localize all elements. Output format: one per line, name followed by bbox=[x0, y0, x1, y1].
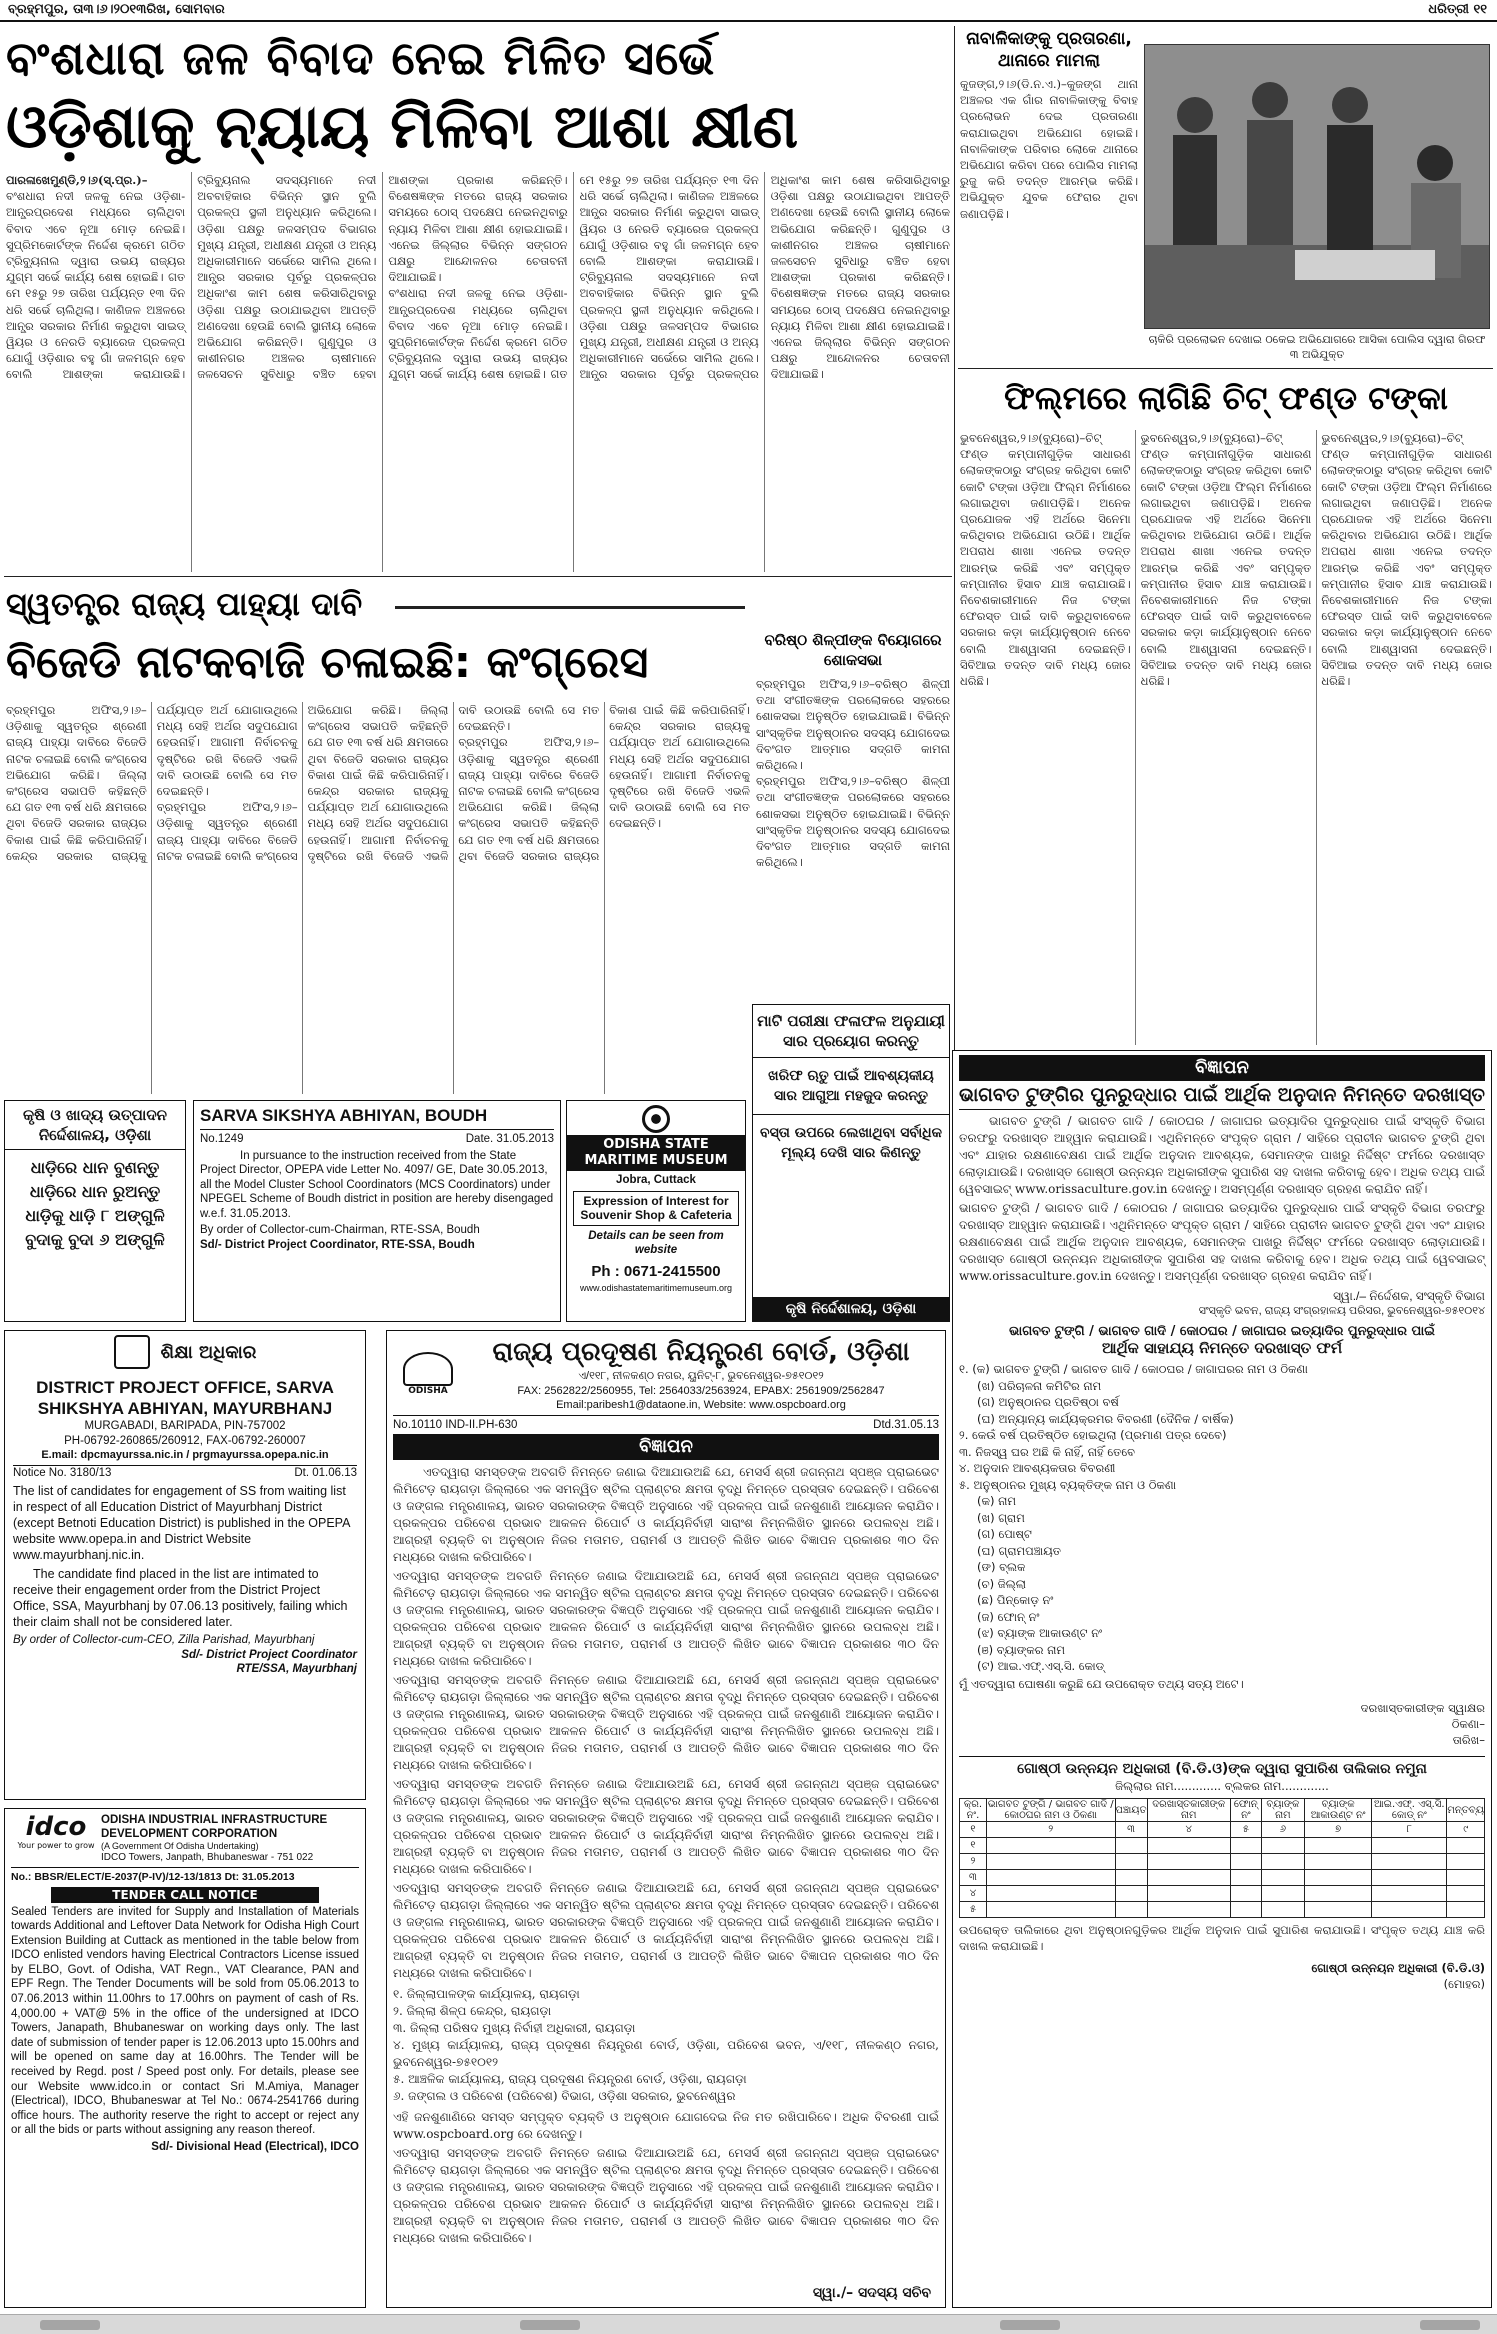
pollution-list-5: ୫. ଆଞ୍ଚଳିକ କାର୍ଯ୍ୟାଳୟ, ରାଜ୍ୟ ପ୍ରଦୂଷଣ ନିୟନ୍ତ୍ରଣ ବୋର୍ଡ, ଓଡ଼ିଶା, ରାୟଗଡ଼ା bbox=[393, 2072, 747, 2086]
lead-story-body bbox=[6, 172, 950, 572]
pollution-list-1: ୧. ଜିଲ୍ଲାପାଳଙ୍କ କାର୍ଯ୍ୟାଳୟ, ରାୟଗଡ଼ା bbox=[393, 1987, 580, 2001]
form-field: (ଘ) ଅନ୍ୟାନ୍ୟ କାର୍ଯ୍ୟକ୍ରମର ବିବରଣୀ (ଦୈନିକ / ବାର୍ଷିକ) bbox=[977, 1411, 1234, 1426]
page-dateline: ବ୍ରହ୍ମପୁର, ତା୩।୬।୨୦୧୩ରିଖ, ସୋମବାର bbox=[8, 2, 225, 17]
pollution-list-4: ୪. ମୁଖ୍ୟ କାର୍ଯ୍ୟାଳୟ, ରାଜ୍ୟ ପ୍ରଦୂଷଣ ନିୟନ୍ତ୍ରଣ ବୋର୍ଡ, ଓଡ଼ିଶା, ପରିବେଶ ଭବନ, ଏ/୧୧୮, ନୀଳକଣ୍ଠ ନଗର, ଭୁବନେଶ୍ୱର-୭୫୧୦୧୨ bbox=[393, 2038, 939, 2069]
agri-ad bbox=[4, 1100, 186, 1322]
museum-logo-icon bbox=[642, 1105, 670, 1133]
pollution-list-6: ୬. ଜଙ୍ଗଲ ଓ ପରିବେଶ (ପରିବେଶ) ବିଭାଗ, ଓଡ଼ିଶା ସରକାର, ଭୁବନେଶ୍ୱର bbox=[393, 2089, 736, 2103]
form-field: (ଗ) ଅନୁଷ୍ଠାନର ପ୍ରତିଷ୍ଠା ବର୍ଷ bbox=[977, 1395, 1119, 1409]
pollution-body-cont-4: ଏତଦ୍ୱାରା ସମସ୍ତଙ୍କ ଅବଗତି ନିମନ୍ତେ ଜଣାଇ ଦିଆଯାଉଅଛି ଯେ, ମେସର୍ସ ଶ୍ରୀ ଜଗନ୍ନାଥ ସ୍ପଞ୍ଜ ପ୍ରାଇଭେଟ ଲିମିଟେଡ଼ ରାୟଗଡ଼ା ଜିଲ୍ଲାରେ ଏକ ସମନ୍ୱିତ ଷ୍ଟିଲ ପ୍ଲାଣ୍ଟର କ୍ଷମତା ବୃଦ୍ଧି ନିମନ୍ତେ ପ୍ରସ୍ତାବ ଦେଇଛନ୍ତି। ପରିବେଶ ଓ ଜଙ୍ଗଲ ମନ୍ତ୍ରଣାଳୟ, ଭାରତ ସରକାରଙ୍କ ବିଜ୍ଞପ୍ତି ଅନୁସାରେ ଏହି ପ୍ରକଳ୍ପ ପାଇଁ ଜନଶୁଣାଣି ଆୟୋଜନ କରାଯିବ। ପ୍ରକଳ୍ପର ପରିବେଶ ପ୍ରଭାବ ଆକଳନ ରିପୋର୍ଟ ଓ କାର୍ଯ୍ୟନିର୍ବାହୀ ସାରାଂଶ ନିମ୍ନଲିଖିତ ସ୍ଥାନରେ ଉପଲବ୍ଧ ଅଛି। ଆଗ୍ରହୀ ବ୍ୟକ୍ତି ବା ଅନୁଷ୍ଠାନ ନିଜର ମତାମତ, ପରାମର୍ଶ ଓ ଆପତ୍ତି ଲିଖିତ ଭାବେ ବିଜ୍ଞାପନ ପ୍ରକାଶର ୩୦ ଦିନ ମଧ୍ୟରେ ଦାଖଲ କରିପାରିବେ। bbox=[393, 1881, 939, 1980]
mayurbhanj-sign2: RTE/SSA, Mayurbhanj bbox=[236, 1663, 357, 1675]
bdo-index: ୩ bbox=[1115, 1822, 1147, 1838]
bdo-sign: ଗୋଷ୍ଠୀ ଉନ୍ନୟନ ଅଧିକାରୀ (ବି.ଡି.ଓ) bbox=[1311, 1961, 1485, 1975]
form-field: (ଚ) ଜିଲ୍ଲା bbox=[977, 1576, 1026, 1591]
row-number: ୪ bbox=[960, 1886, 987, 1902]
condolence-story bbox=[756, 630, 950, 990]
pollution-body-cont: ଏତଦ୍ୱାରା ସମସ୍ତଙ୍କ ଅବଗତି ନିମନ୍ତେ ଜଣାଇ ଦିଆଯାଉଅଛି ଯେ, ମେସର୍ସ ଶ୍ରୀ ଜଗନ୍ନାଥ ସ୍ପଞ୍ଜ ପ୍ରାଇଭେଟ ଲିମିଟେଡ଼ ରାୟଗଡ଼ା ଜିଲ୍ଲାରେ ଏକ ସମନ୍ୱିତ ଷ୍ଟିଲ ପ୍ଲାଣ୍ଟର କ୍ଷମତା ବୃଦ୍ଧି ନିମନ୍ତେ ପ୍ରସ୍ତାବ ଦେଇଛନ୍ତି। ପରିବେଶ ଓ ଜଙ୍ଗଲ ମନ୍ତ୍ରଣାଳୟ, ଭାରତ ସରକାରଙ୍କ ବିଜ୍ଞପ୍ତି ଅନୁସାରେ ଏହି ପ୍ରକଳ୍ପ ପାଇଁ ଜନଶୁଣାଣି ଆୟୋଜନ କରାଯିବ। ପ୍ରକଳ୍ପର ପରିବେଶ ପ୍ରଭାବ ଆକଳନ ରିପୋର୍ଟ ଓ କାର୍ଯ୍ୟନିର୍ବାହୀ ସାରାଂଶ ନିମ୍ନଲିଖିତ ସ୍ଥାନରେ ଉପଲବ୍ଧ ଅଛି। ଆଗ୍ରହୀ ବ୍ୟକ୍ତି ବା ଅନୁଷ୍ଠାନ ନିଜର ମତାମତ, ପରାମର୍ଶ ଓ ଆପତ୍ତି ଲିଖିତ ଭାବେ ବିଜ୍ଞାପନ ପ୍ରକାଶର ୩୦ ଦିନ ମଧ୍ୟରେ ଦାଖଲ କରିପାରିବେ। bbox=[393, 1569, 939, 1668]
pollution-tail: ଏହି ଜନଶୁଣାଣିରେ ସମସ୍ତ ସମ୍ପୃକ୍ତ ବ୍ୟକ୍ତି ଓ ଅନୁଷ୍ଠାନ ଯୋଗଦେଇ ନିଜ ମତ ରଖିପାରିବେ। ଅଧିକ ବିବରଣୀ ପାଇଁ www.ospcboard.org ରେ ଦେଖନ୍ତୁ। bbox=[393, 2110, 939, 2141]
bdo-index: ୯ bbox=[1447, 1822, 1485, 1838]
table-row bbox=[960, 1838, 1485, 1854]
museum-details: Details can be seen from website bbox=[588, 1229, 724, 1256]
ssa-boudh-order: By order of Collector-cum-Chairman, RTE-SSA, Boudh bbox=[200, 1224, 480, 1236]
soil-title: ମାଟି ପରୀକ୍ଷା ଫଳାଫଳ ଅନୁଯାୟୀ ସାର ପ୍ରୟୋଗ କରନ୍ତୁ bbox=[753, 1005, 949, 1058]
pollution-body: ଏତଦ୍ୱାରା ସମସ୍ତଙ୍କ ଅବଗତି ନିମନ୍ତେ ଜଣାଇ ଦିଆଯାଉଅଛି ଯେ, ମେସର୍ସ ଶ୍ରୀ ଜଗନ୍ନାଥ ସ୍ପଞ୍ଜ ପ୍ରାଇଭେଟ ଲିମିଟେଡ଼ ରାୟଗଡ଼ା ଜିଲ୍ଲାରେ ଏକ ସମନ୍ୱିତ ଷ୍ଟିଲ ପ୍ଲାଣ୍ଟର କ୍ଷମତା ବୃଦ୍ଧି ନିମନ୍ତେ ପ୍ରସ୍ତାବ ଦେଇଛନ୍ତି। ପରିବେଶ ଓ ଜଙ୍ଗଲ ମନ୍ତ୍ରଣାଳୟ, ଭାରତ ସରକାରଙ୍କ ବିଜ୍ଞପ୍ତି ଅନୁସାରେ ଏହି ପ୍ରକଳ୍ପ ପାଇଁ ଜନଶୁଣାଣି ଆୟୋଜନ କରାଯିବ। ପ୍ରକଳ୍ପର ପରିବେଶ ପ୍ରଭାବ ଆକଳନ ରିପୋର୍ଟ ଓ କାର୍ଯ୍ୟନିର୍ବାହୀ ସାରାଂଶ ନିମ୍ନଲିଖିତ ସ୍ଥାନରେ ଉପଲବ୍ଧ ଅଛି। ଆଗ୍ରହୀ ବ୍ୟକ୍ତି ବା ଅନୁଷ୍ଠାନ ନିଜର ମତାମତ, ପରାମର୍ଶ ଓ ଆପତ୍ତି ଲିଖିତ ଭାବେ ବିଜ୍ଞାପନ ପ୍ରକାଶର ୩୦ ଦିନ ମଧ୍ୟରେ ଦାଖଲ କରିପାରିବେ। bbox=[393, 1465, 939, 1564]
boy-body: କୁଜଙ୍ଗ,୨।୬(ଡି.ନ.ଏ.)–କୁଜଙ୍ଗ ଥାନା ଅଞ୍ଚଳର ଏକ ଗାଁର ନାବାଳିକାଙ୍କୁ ବିବାହ ପ୍ରଲୋଭନ ଦେଇ ପ୍ରତାରଣା କରାଯାଇଥିବା ଅଭିଯୋଗ ହୋଇଛି। ନାବାଳିକାଙ୍କ ପରିବାର ଲୋକେ ଥାନାରେ ଅଭିଯୋଗ କରିବା ପରେ ପୋଲିସ ମାମଲା ରୁଜୁ କରି ତଦନ୍ତ ଆରମ୍ଭ କରିଛି। ଅଭିଯୁକ୍ତ ଯୁବକ ଫେରାର ଥିବା ଜଣାପଡ଼ିଛି। bbox=[960, 77, 1138, 221]
pollution-body-cont-3: ଏତଦ୍ୱାରା ସମସ୍ତଙ୍କ ଅବଗତି ନିମନ୍ତେ ଜଣାଇ ଦିଆଯାଉଅଛି ଯେ, ମେସର୍ସ ଶ୍ରୀ ଜଗନ୍ନାଥ ସ୍ପଞ୍ଜ ପ୍ରାଇଭେଟ ଲିମିଟେଡ଼ ରାୟଗଡ଼ା ଜିଲ୍ଲାରେ ଏକ ସମନ୍ୱିତ ଷ୍ଟିଲ ପ୍ଲାଣ୍ଟର କ୍ଷମତା ବୃଦ୍ଧି ନିମନ୍ତେ ପ୍ରସ୍ତାବ ଦେଇଛନ୍ତି। ପରିବେଶ ଓ ଜଙ୍ଗଲ ମନ୍ତ୍ରଣାଳୟ, ଭାରତ ସରକାରଙ୍କ ବିଜ୍ଞପ୍ତି ଅନୁସାରେ ଏହି ପ୍ରକଳ୍ପ ପାଇଁ ଜନଶୁଣାଣି ଆୟୋଜନ କରାଯିବ। ପ୍ରକଳ୍ପର ପରିବେଶ ପ୍ରଭାବ ଆକଳନ ରିପୋର୍ଟ ଓ କାର୍ଯ୍ୟନିର୍ବାହୀ ସାରାଂଶ ନିମ୍ନଲିଖିତ ସ୍ଥାନରେ ଉପଲବ୍ଧ ଅଛି। ଆଗ୍ରହୀ ବ୍ୟକ୍ତି ବା ଅନୁଷ୍ଠାନ ନିଜର ମତାମତ, ପରାମର୍ଶ ଓ ଆପତ୍ତି ଲିଖିତ ଭାବେ ବିଜ୍ଞାପନ ପ୍ରକାଶର ୩୦ ଦିନ ମଧ୍ୟରେ ଦାଖଲ କରିପାରିବେ। bbox=[393, 1777, 939, 1876]
row-number: ୧ bbox=[960, 1838, 987, 1854]
form-field: ୩. ନିଜସ୍ୱ ଘର ଅଛି କି ନାହିଁ, ନାହିଁ ତେବେ bbox=[959, 1444, 1135, 1459]
pollution-fax: FAX: 2562822/2560955, Tel: 2564033/2563924, EPABX: 2561909/2562847 bbox=[517, 1384, 885, 1397]
culture-ad bbox=[952, 1050, 1492, 2308]
form-field: (ଖ) ଗ୍ରାମ bbox=[977, 1510, 1025, 1525]
ssa-boudh-date: Date. 31.05.2013 bbox=[465, 1133, 554, 1145]
mayurbhanj-address: MURGABADI, BARIPADA, PIN-757002 bbox=[84, 1420, 286, 1432]
soil-bottom: ବସ୍ତା ଉପରେ ଲେଖାଥିବା ସର୍ବାଧିକ ମୂଲ୍ୟ ଦେଖି ସାର କିଣନ୍ତୁ bbox=[760, 1125, 942, 1161]
pollution-email: Email:paribesh1@dataone.in, Website: www.ospcboard.org bbox=[556, 1399, 846, 1411]
odisha-emblem-icon bbox=[403, 1352, 453, 1386]
soil-ad bbox=[752, 1004, 950, 1322]
culture-form-fields bbox=[959, 1361, 1485, 1675]
boy-headline-1: ନାବାଳିକାଙ୍କୁ ପ୍ରତାରଣା, bbox=[966, 29, 1132, 49]
bdo-th: ଆଇ.ଏଫ୍. ଏସ୍.ସି. କୋଡ୍ ନଂ bbox=[1372, 1799, 1447, 1822]
chit-headline: ଫିଲ୍ମରେ ଲାଗିଛି ଚିଟ୍ ଫଣ୍ଡ ଟଙ୍କା bbox=[1004, 379, 1448, 417]
pollution-address: ଏ/୧୧୮, ନୀଳକଣ୍ଠ ନଗର, ୟୁନିଟ୍-୮, ଭୁବନେଶ୍ୱର-୭୫୧୦୧୨ bbox=[578, 1370, 824, 1382]
mayurbhanj-logo-title: ଶିକ୍ଷା ଅଧିକାର bbox=[160, 1341, 257, 1363]
chit-body-text: ଭୁବନେଶ୍ୱର,୨।୬(ବ୍ୟୁରୋ)–ଚିଟ୍ ଫଣ୍ଡ କମ୍ପାନୀଗୁଡ଼ିକ ସାଧାରଣ ଲୋକଙ୍କଠାରୁ ସଂଗ୍ରହ କରିଥିବା କୋଟି କୋଟି ଟଙ୍କା ଓଡ଼ିଆ ଫିଲ୍ମ ନିର୍ମାଣରେ ଲଗାଇଥିବା ଜଣାପଡ଼ିଛି। ଅନେକ ପ୍ରଯୋଜକ ଏହି ଅର୍ଥରେ ସିନେମା କରିଥିବାର ଅଭିଯୋଗ ଉଠିଛି। ଆର୍ଥିକ ଅପରାଧ ଶାଖା ଏନେଇ ତଦନ୍ତ ଆରମ୍ଭ କରିଛି ଏବଂ ସମ୍ପୃକ୍ତ କମ୍ପାନୀର ହିସାବ ଯାଞ୍ଚ କରାଯାଉଛି। ନିବେଶକାରୀମାନେ ନିଜ ଟଙ୍କା ଫେରସ୍ତ ପାଇଁ ଦାବି କରୁଥିବାବେଳେ ସରକାର କଡ଼ା କାର୍ଯ୍ୟାନୁଷ୍ଠାନ ନେବେ ବୋଲି ଆଶ୍ୱାସନା ଦେଇଛନ୍ତି। ସିବିଆଇ ତଦନ୍ତ ଦାବି ମଧ୍ୟ ଜୋର ଧରିଛି। bbox=[960, 431, 1131, 689]
bdo-th: ଦରଖାସ୍ତକାରୀଙ୍କ ନାମ bbox=[1147, 1799, 1230, 1822]
mayurbhanj-date: Dt. 01.06.13 bbox=[294, 1466, 357, 1479]
ssa-boudh-sign: Sd/- District Project Coordinator, RTE-SSA, Boudh bbox=[200, 1238, 475, 1251]
bdo-index: ୫ bbox=[1230, 1822, 1261, 1838]
ssa-boudh-body: In pursuance to the instruction received from the State Project Director, OPEPA vide Letter No. 4097/ GE, Date 30.05.2013, all the Model Cluster School Coordinators (MCS Coordinators) under NPEGEL Scheme of Boudh district in position are hereby disengaged w.e.f. 31.05.2013. bbox=[200, 1149, 554, 1220]
culture-body: ଭାଗବତ ଟୁଙ୍ଗି / ଭାଗବତ ଗାଦି / କୋଠଘର / ଜାଗାଘର ଇତ୍ୟାଦିର ପୁନରୁଦ୍ଧାର ପାଇଁ ସଂସ୍କୃତି ବିଭାଗ ତରଫରୁ ଦରଖାସ୍ତ ଆହ୍ୱାନ କରାଯାଉଛି। ଏଥିନିମନ୍ତେ ସଂପୃକ୍ତ ଗ୍ରାମ / ସାହିରେ ପ୍ରାଚୀନ ଭାଗବତ ଟୁଙ୍ଗି ଥିବା ଏବଂ ଯାହାର ରକ୍ଷଣାବେକ୍ଷଣ ପାଇଁ ଆର୍ଥିକ ଅନୁଦାନ ଆବଶ୍ୟକ, ସେମାନଙ୍କ ପାଖରୁ ନିର୍ଦ୍ଦିଷ୍ଟ ଫର୍ମରେ ଦରଖାସ୍ତ ଲୋଡ଼ାଯାଉଛି। ଦରଖାସ୍ତ ଗୋଷ୍ଠୀ ଉନ୍ନୟନ ଅଧିକାରୀଙ୍କ ସୁପାରିଶ ସହ ଦାଖଲ କରିବାକୁ ହେବ। ଅଧିକ ତଥ୍ୟ ପାଇଁ ୱେବସାଇଟ୍ www.orissaculture.gov.in ଦେଖନ୍ତୁ। ଅସମ୍ପୂର୍ଣ୍ଣ ଦରଖାସ୍ତ ଗ୍ରହଣ କରାଯିବ ନାହିଁ। bbox=[959, 1114, 1485, 1196]
bdo-index: ୧ bbox=[960, 1822, 987, 1838]
condolence-body: ବ୍ରହ୍ମପୁର ଅଫିସ,୨।୬–ବରିଷ୍ଠ ଶିଳ୍ପୀ ତଥା ସଂଗୀତଜ୍ଞଙ୍କ ପରଲୋକରେ ସହରରେ ଶୋକସଭା ଅନୁଷ୍ଠିତ ହୋଇଯାଇଛି। ବିଭିନ୍ନ ସାଂସ୍କୃତିକ ଅନୁଷ୍ଠାନର ସଦସ୍ୟ ଯୋଗଦେଇ ଦିବଂଗତ ଆତ୍ମାର ସଦ୍‌ଗତି କାମନା କରିଥିଲେ। bbox=[756, 677, 950, 773]
mayurbhanj-body2: The candidate find placed in the list are intimated to receive their engagement order from the District Project Office, SSA, Mayurbhanj by 07.06.13 positively, failing which their claim shall not be considered later. bbox=[13, 1567, 348, 1629]
museum-ad bbox=[566, 1100, 746, 1322]
chit-body-cont: ଭୁବନେଶ୍ୱର,୨।୬(ବ୍ୟୁରୋ)–ଚିଟ୍ ଫଣ୍ଡ କମ୍ପାନୀଗୁଡ଼ିକ ସାଧାରଣ ଲୋକଙ୍କଠାରୁ ସଂଗ୍ରହ କରିଥିବା କୋଟି କୋଟି ଟଙ୍କା ଓଡ଼ିଆ ଫିଲ୍ମ ନିର୍ମାଣରେ ଲଗାଇଥିବା ଜଣାପଡ଼ିଛି। ଅନେକ ପ୍ରଯୋଜକ ଏହି ଅର୍ଥରେ ସିନେମା କରିଥିବାର ଅଭିଯୋଗ ଉଠିଛି। ଆର୍ଥିକ ଅପରାଧ ଶାଖା ଏନେଇ ତଦନ୍ତ ଆରମ୍ଭ କରିଛି ଏବଂ ସମ୍ପୃକ୍ତ କମ୍ପାନୀର ହିସାବ ଯାଞ୍ଚ କରାଯାଉଛି। ନିବେଶକାରୀମାନେ ନିଜ ଟଙ୍କା ଫେରସ୍ତ ପାଇଁ ଦାବି କରୁଥିବାବେଳେ ସରକାର କଡ଼ା କାର୍ଯ୍ୟାନୁଷ୍ଠାନ ନେବେ ବୋଲି ଆଶ୍ୱାସନା ଦେଇଛନ୍ତି। ସିବିଆଇ ତଦନ୍ତ ଦାବି ମଧ୍ୟ ଜୋର ଧରିଛି। bbox=[1140, 431, 1312, 689]
horizontal-scrollbar[interactable] bbox=[0, 2314, 1497, 2334]
mayurbhanj-title: DISTRICT PROJECT OFFICE, SARVA SHIKSHYA ABHIYAN, MAYURBHANJ bbox=[36, 1378, 334, 1418]
bdo-th: ଫୋନ୍ ନଂ bbox=[1230, 1799, 1261, 1822]
pollution-date: Dtd.31.05.13 bbox=[873, 1418, 939, 1431]
pollution-ad bbox=[386, 1330, 946, 2308]
idco-notice: TENDER CALL NOTICE bbox=[51, 1887, 319, 1903]
lead-body-text: ବଂଶଧାରା ନଦୀ ଜଳକୁ ନେଇ ଓଡ଼ିଶା-ଆନ୍ଧ୍ରପ୍ରଦେଶ ମଧ୍ୟରେ ଚାଲିଥିବା ବିବାଦ ଏବେ ନୂଆ ମୋଡ଼ ନେଇଛି। ସୁପ୍ରିମକୋର୍ଟଙ୍କ ନିର୍ଦ୍ଦେଶ କ୍ରମେ ଗଠିତ ଟ୍ରିବ୍ୟୁନାଲ ଦ୍ୱାରା ଉଭୟ ରାଜ୍ୟର ଯୁଗ୍ମ ସର୍ଭେ କାର୍ଯ୍ୟ ଶେଷ ହୋଇଛି। ଗତ ମେ ୧୫ରୁ ୨୭ ତାରିଖ ପର୍ଯ୍ୟନ୍ତ ୧୩ ଦିନ ଧରି ସର୍ଭେ ଚାଲିଥିଲା। କାଣିଜଳ ଅଞ୍ଚଳରେ ଆନ୍ଧ୍ର ସରକାର ନିର୍ମାଣ କରୁଥିବା ସାଇଡ୍ ୱିୟର ଓ ନେରଡି ବ୍ୟାରେଜ ପ୍ରକଳ୍ପ ଯୋଗୁଁ ଓଡ଼ିଶାର ବହୁ ଗାଁ ଜଳମଗ୍ନ ହେବ ବୋଲି ଆଶଙ୍କା କରାଯାଉଛି। ଟ୍ରିବ୍ୟୁନାଲ ସଦସ୍ୟମାନେ ନଦୀ ଅବବାହିକାର ବିଭିନ୍ନ ସ୍ଥାନ ବୁଲି ପ୍ରକଳ୍ପ ସ୍ଥଳୀ ଅନୁଧ୍ୟାନ କରିଥିଲେ। ଓଡ଼ିଶା ପକ୍ଷରୁ ଜଳସମ୍ପଦ ବିଭାଗର ମୁଖ୍ୟ ଯନ୍ତ୍ରୀ, ଅଧୀକ୍ଷଣ ଯନ୍ତ୍ରୀ ଓ ଅନ୍ୟ ଅଧିକାରୀମାନେ ସର୍ଭେରେ ସାମିଲ ଥିଲେ। ଆନ୍ଧ୍ର ସରକାର ପୂର୍ବରୁ ପ୍ରକଳ୍ପର ଅଧିକାଂଶ କାମ ଶେଷ କରିସାରିଥିବାରୁ ଓଡ଼ିଶା ପକ୍ଷରୁ ଉଠାଯାଇଥିବା ଆପତ୍ତି ଅଣଦେଖା ହେଉଛି ବୋଲି ସ୍ଥାନୀୟ ଲୋକେ ଅଭିଯୋଗ କରିଛନ୍ତି। ଗୁଣୁପୁର ଓ କାଶୀନଗର ଅଞ୍ଚଳର ଚାଷୀମାନେ ଜଳସେଚନ ସୁବିଧାରୁ ବଞ୍ଚିତ ହେବା ଆଶଙ୍କା ପ୍ରକାଶ କରିଛନ୍ତି। ବିଶେଷଜ୍ଞଙ୍କ ମତରେ ରାଜ୍ୟ ସରକାର ସମୟରେ ଠୋସ୍ ପଦକ୍ଷେପ ନେଇନଥିବାରୁ ନ୍ୟାୟ ମିଳିବା ଆଶା କ୍ଷୀଣ ହୋଇଯାଇଛି। ଏନେଇ ଜିଲ୍ଲାର ବିଭିନ୍ନ ସଙ୍ଗଠନ ପକ୍ଷରୁ ଆନ୍ଦୋଳନର ଚେତାବନୀ ଦିଆଯାଇଛି। bbox=[6, 173, 568, 382]
idco-body: Sealed Tenders are invited for Supply and Installation of Materials towards Additional and Leftover Data Network for Odisha High Court Extension Building at Cuttack as mentioned in the table below from IDCO enlisted vendors having Electrical Contractors License issued by ELBO, Govt. of Odisha, VAT Regn., VAT Clearance, PAN and EPF Regn. The Tender Documents will be sold from 05.06.2013 to 07.06.2013 within 11.00hrs to 17.00hrs on payment of cash of Rs. 4,000.00 + VAT@ 5% in the office of the undersigned at IDCO Towers, Janapath, Bhubaneswar on working days only. The last date of submission of tender paper is 12.06.2013 upto 15.00hrs and will be opened on same day at 16.00hrs. The Tender will be received by Regd. post / Speed post only. For details, please see our Website www.idco.in or contact Sri M.Amiya, Manager (Electrical), IDCO, Bhubaneswar at Tel No.: 0674-2541766 during office hours. The authority reserve the right to accept or reject any or all the bids or parts without assigning any reason thereof. bbox=[11, 1905, 359, 2137]
news-photo bbox=[1144, 44, 1490, 329]
mayurbhanj-sign1: Sd/- District Project Coordinator bbox=[181, 1648, 357, 1661]
lead-body-cont: ବଂଶଧାରା ନଦୀ ଜଳକୁ ନେଇ ଓଡ଼ିଶା-ଆନ୍ଧ୍ରପ୍ରଦେଶ ମଧ୍ୟରେ ଚାଲିଥିବା ବିବାଦ ଏବେ ନୂଆ ମୋଡ଼ ନେଇଛି। ସୁପ୍ରିମକୋର୍ଟଙ୍କ ନିର୍ଦ୍ଦେଶ କ୍ରମେ ଗଠିତ ଟ୍ରିବ୍ୟୁନାଲ ଦ୍ୱାରା ଉଭୟ ରାଜ୍ୟର ଯୁଗ୍ମ ସର୍ଭେ କାର୍ଯ୍ୟ ଶେଷ ହୋଇଛି। ଗତ ମେ ୧୫ରୁ ୨୭ ତାରିଖ ପର୍ଯ୍ୟନ୍ତ ୧୩ ଦିନ ଧରି ସର୍ଭେ ଚାଲିଥିଲା। କାଣିଜଳ ଅଞ୍ଚଳରେ ଆନ୍ଧ୍ର ସରକାର ନିର୍ମାଣ କରୁଥିବା ସାଇଡ୍ ୱିୟର ଓ ନେରଡି ବ୍ୟାରେଜ ପ୍ରକଳ୍ପ ଯୋଗୁଁ ଓଡ଼ିଶାର ବହୁ ଗାଁ ଜଳମଗ୍ନ ହେବ ବୋଲି ଆଶଙ୍କା କରାଯାଉଛି। ଟ୍ରିବ୍ୟୁନାଲ ସଦସ୍ୟମାନେ ନଦୀ ଅବବାହିକାର ବିଭିନ୍ନ ସ୍ଥାନ ବୁଲି ପ୍ରକଳ୍ପ ସ୍ଥଳୀ ଅନୁଧ୍ୟାନ କରିଥିଲେ। ଓଡ଼ିଶା ପକ୍ଷରୁ ଜଳସମ୍ପଦ ବିଭାଗର ମୁଖ୍ୟ ଯନ୍ତ୍ରୀ, ଅଧୀକ୍ଷଣ ଯନ୍ତ୍ରୀ ଓ ଅନ୍ୟ ଅଧିକାରୀମାନେ ସର୍ଭେରେ ସାମିଲ ଥିଲେ। ଆନ୍ଧ୍ର ସରକାର ପୂର୍ବରୁ ପ୍ରକଳ୍ପର ଅଧିକାଂଶ କାମ ଶେଷ କରିସାରିଥିବାରୁ ଓଡ଼ିଶା ପକ୍ଷରୁ ଉଠାଯାଇଥିବା ଆପତ୍ତି ଅଣଦେଖା ହେଉଛି ବୋଲି ସ୍ଥାନୀୟ ଲୋକେ ଅଭିଯୋଗ କରିଛନ୍ତି। ଗୁଣୁପୁର ଓ କାଶୀନଗର ଅଞ୍ଚଳର ଚାଷୀମାନେ ଜଳସେଚନ ସୁବିଧାରୁ ବଞ୍ଚିତ ହେବା ଆଶଙ୍କା ପ୍ରକାଶ କରିଛନ୍ତି। ବିଶେଷଜ୍ଞଙ୍କ ମତରେ ରାଜ୍ୟ ସରକାର ସମୟରେ ଠୋସ୍ ପଦକ୍ଷେପ ନେଇନଥିବାରୁ ନ୍ୟାୟ ମିଳିବା ଆଶା କ୍ଷୀଣ ହୋଇଯାଇଛି। ଏନେଇ ଜିଲ୍ଲାର ବିଭିନ୍ନ ସଙ୍ଗଠନ ପକ୍ଷରୁ ଆନ୍ଦୋଳନର ଚେତାବନୀ ଦିଆଯାଇଛି। bbox=[388, 173, 950, 382]
applicant-date: ତାରିଖ– bbox=[1452, 1733, 1485, 1747]
culture-sign2: ସଂସ୍କୃତି ଭବନ, ରାଜ୍ୟ ସଂଗ୍ରହାଳୟ ପରିସର, ଭୁବନେଶ୍ୱର-୭୫୧୦୧୪ bbox=[1198, 1304, 1485, 1317]
pollution-sign: ସ୍ୱା./– ସଦସ୍ୟ ସଚିବ bbox=[812, 2285, 931, 2301]
table-row bbox=[960, 1886, 1485, 1902]
row-number: ୨ bbox=[960, 1854, 987, 1870]
form-field: (ଞ) ବ୍ୟାଙ୍କର ନାମ bbox=[977, 1642, 1065, 1657]
boy-story bbox=[960, 28, 1138, 363]
soil-mid: ଖରିଫ ଋତୁ ପାଇଁ ଆବଶ୍ୟକୀୟ ସାର ଆଗୁଆ ମହଜୁଦ କରନ୍ତୁ bbox=[753, 1058, 949, 1115]
ssa-boudh-ad bbox=[193, 1100, 561, 1322]
bdo-index: ୨ bbox=[986, 1822, 1115, 1838]
museum-phone: Ph : 0671-2415500 bbox=[591, 1262, 721, 1280]
idco-logo: idco bbox=[25, 1812, 87, 1842]
ssa-boudh-title: SARVA SIKSHYA ABHIYAN, BOUDH bbox=[200, 1105, 554, 1130]
pollution-list-2: ୨. ଜିଲ୍ଲା ଶିଳ୍ପ କେନ୍ଦ୍ର, ରାୟଗଡ଼ା bbox=[393, 2004, 552, 2018]
mayurbhanj-notice: Notice No. 3180/13 bbox=[13, 1466, 112, 1479]
form-field: (ଘ) ଗ୍ରାମପଞ୍ଚାୟତ bbox=[977, 1543, 1061, 1558]
chit-body-cont-2: ଭୁବନେଶ୍ୱର,୨।୬(ବ୍ୟୁରୋ)–ଚିଟ୍ ଫଣ୍ଡ କମ୍ପାନୀଗୁଡ଼ିକ ସାଧାରଣ ଲୋକଙ୍କଠାରୁ ସଂଗ୍ରହ କରିଥିବା କୋଟି କୋଟି ଟଙ୍କା ଓଡ଼ିଆ ଫିଲ୍ମ ନିର୍ମାଣରେ ଲଗାଇଥିବା ଜଣାପଡ଼ିଛି। ଅନେକ ପ୍ରଯୋଜକ ଏହି ଅର୍ଥରେ ସିନେମା କରିଥିବାର ଅଭିଯୋଗ ଉଠିଛି। ଆର୍ଥିକ ଅପରାଧ ଶାଖା ଏନେଇ ତଦନ୍ତ ଆରମ୍ଭ କରିଛି ଏବଂ ସମ୍ପୃକ୍ତ କମ୍ପାନୀର ହିସାବ ଯାଞ୍ଚ କରାଯାଉଛି। ନିବେଶକାରୀମାନେ ନିଜ ଟଙ୍କା ଫେରସ୍ତ ପାଇଁ ଦାବି କରୁଥିବାବେଳେ ସରକାର କଡ଼ା କାର୍ଯ୍ୟାନୁଷ୍ଠାନ ନେବେ ବୋଲି ଆଶ୍ୱାସନା ଦେଇଛନ୍ତି। ସିବିଆଇ ତଦନ୍ତ ଦାବି ମଧ୍ୟ ଜୋର ଧରିଛି। bbox=[1321, 431, 1492, 689]
photo-caption: ଚାକିରି ପ୍ରଲୋଭନ ଦେଖାଇ ଠକେଇ ଅଭିଯୋଗରେ ଆସିକା ପୋଲିସ ଦ୍ୱାରା ଗିରଫ ୩ ଅଭିଯୁକ୍ତ bbox=[1148, 333, 1486, 361]
form-field: (ଖ) ପରିଚାଳନା କମିଟିର ନାମ bbox=[977, 1378, 1102, 1393]
idco-ad bbox=[4, 1808, 366, 2308]
museum-place: Jobra, Cuttack bbox=[616, 1174, 696, 1186]
idco-sign: Sd/- Divisional Head (Electrical), IDCO bbox=[151, 2141, 359, 2153]
museum-website[interactable]: www.odishastatemaritimemuseum.org bbox=[579, 1282, 733, 1293]
museum-eoi: Expression of Interest for Souvenir Shop & Cafeteria bbox=[573, 1191, 739, 1226]
form-field: (ଙ) ବ୍ଲକ bbox=[977, 1560, 1026, 1574]
table-row bbox=[960, 1854, 1485, 1870]
congress-headline: ବିଜେଡି ନାଟକବାଜି ଚଳାଇଛି: କଂଗ୍ରେସ bbox=[6, 637, 649, 688]
bdo-index: ୬ bbox=[1261, 1822, 1304, 1838]
lead-dateline: ପାରଳାଖେମୁଣ୍ଡି,୨।୬(ସ୍.ପ୍ର.)– bbox=[6, 173, 148, 187]
table-row bbox=[960, 1870, 1485, 1886]
bdo-index: ୭ bbox=[1305, 1822, 1372, 1838]
agri-ad-line2: ଧାଡ଼ିରେ ଧାନ ରୁଅନ୍ତୁ bbox=[29, 1182, 161, 1201]
congress-body-text: ବ୍ରହ୍ମପୁର ଅଫିସ,୨।୬–ଓଡ଼ିଶାକୁ ସ୍ୱତନ୍ତ୍ର ଶ୍ରେଣୀ ରାଜ୍ୟ ପାହ୍ୟା ଦାବିରେ ବିଜେଡି ନାଟକ ଚଳାଇଛି ବୋଲି କଂଗ୍ରେସ ଅଭିଯୋଗ କରିଛି। ଜିଲ୍ଲା କଂଗ୍ରେସ ସଭାପତି କହିଛନ୍ତି ଯେ ଗତ ୧୩ ବର୍ଷ ଧରି କ୍ଷମତାରେ ଥିବା ବିଜେଡି ସରକାର ରାଜ୍ୟର ବିକାଶ ପାଇଁ କିଛି କରିପାରିନାହିଁ। କେନ୍ଦ୍ର ସରକାର ରାଜ୍ୟକୁ ପର୍ଯ୍ୟାପ୍ତ ଅର୍ଥ ଯୋଗାଉଥିଲେ ମଧ୍ୟ ସେହି ଅର୍ଥର ସଦୁପଯୋଗ ହେଉନାହିଁ। ଆଗାମୀ ନିର୍ବାଚନକୁ ଦୃଷ୍ଟିରେ ରଖି ବିଜେଡି ଏଭଳି ଦାବି ଉଠାଉଛି ବୋଲି ସେ ମତ ଦେଇଛନ୍ତି। bbox=[6, 703, 298, 863]
culture-sign1: ସ୍ୱା./– ନିର୍ଦ୍ଦେଶକ, ସଂସ୍କୃତି ବିଭାଗ bbox=[1333, 1289, 1485, 1303]
page-folio: ଧରିତ୍ରୀ ୧୧ bbox=[1428, 2, 1487, 17]
boy-headline-2: ଥାନାରେ ମାମଲା bbox=[998, 51, 1100, 71]
culture-title: ଭାଗବତ ଟୁଙ୍ଗିର ପୁନରୁଦ୍ଧାର ପାଇଁ ଆର୍ଥିକ ଅନୁଦାନ ନିମନ୍ତେ ଦରଖାସ୍ତ bbox=[959, 1081, 1485, 1110]
condolence-body-cont: ବ୍ରହ୍ମପୁର ଅଫିସ,୨।୬–ବରିଷ୍ଠ ଶିଳ୍ପୀ ତଥା ସଂଗୀତଜ୍ଞଙ୍କ ପରଲୋକରେ ସହରରେ ଶୋକସଭା ଅନୁଷ୍ଠିତ ହୋଇଯାଇଛି। ବିଭିନ୍ନ ସାଂସ୍କୃତିକ ଅନୁଷ୍ଠାନର ସଦସ୍ୟ ଯୋଗଦେଇ ଦିବଂଗତ ଆତ୍ମାର ସଦ୍‌ଗତି କାମନା କରିଥିଲେ। bbox=[756, 774, 950, 870]
pollution-body-cont-2: ଏତଦ୍ୱାରା ସମସ୍ତଙ୍କ ଅବଗତି ନିମନ୍ତେ ଜଣାଇ ଦିଆଯାଉଅଛି ଯେ, ମେସର୍ସ ଶ୍ରୀ ଜଗନ୍ନାଥ ସ୍ପଞ୍ଜ ପ୍ରାଇଭେଟ ଲିମିଟେଡ଼ ରାୟଗଡ଼ା ଜିଲ୍ଲାରେ ଏକ ସମନ୍ୱିତ ଷ୍ଟିଲ ପ୍ଲାଣ୍ଟର କ୍ଷମତା ବୃଦ୍ଧି ନିମନ୍ତେ ପ୍ରସ୍ତାବ ଦେଇଛନ୍ତି। ପରିବେଶ ଓ ଜଙ୍ଗଲ ମନ୍ତ୍ରଣାଳୟ, ଭାରତ ସରକାରଙ୍କ ବିଜ୍ଞପ୍ତି ଅନୁସାରେ ଏହି ପ୍ରକଳ୍ପ ପାଇଁ ଜନଶୁଣାଣି ଆୟୋଜନ କରାଯିବ। ପ୍ରକଳ୍ପର ପରିବେଶ ପ୍ରଭାବ ଆକଳନ ରିପୋର୍ଟ ଓ କାର୍ଯ୍ୟନିର୍ବାହୀ ସାରାଂଶ ନିମ୍ନଲିଖିତ ସ୍ଥାନରେ ଉପଲବ୍ଧ ଅଛି। ଆଗ୍ରହୀ ବ୍ୟକ୍ତି ବା ଅନୁଷ୍ଠାନ ନିଜର ମତାମତ, ପରାମର୍ଶ ଓ ଆପତ୍ତି ଲିଖିତ ଭାବେ ବିଜ୍ଞାପନ ପ୍ରକାଶର ୩୦ ଦିନ ମଧ୍ୟରେ ଦାଖଲ କରିପାରିବେ। bbox=[393, 1673, 939, 1772]
bdo-seal: (ମୋହର) bbox=[1443, 1977, 1485, 1991]
agri-ad-title: କୃଷି ଓ ଖାଦ୍ୟ ଉତ୍ପାଦନ ନିର୍ଦ୍ଦେଶାଳୟ, ଓଡ଼ିଶା bbox=[5, 1101, 185, 1150]
lead-headline-2: ଓଡ଼ିଶାକୁ ନ୍ୟାୟ ମିଳିବା ଆଶା କ୍ଷୀଣ bbox=[6, 92, 799, 162]
pollution-ref: No.10110 IND-II.PH-630 bbox=[393, 1418, 518, 1431]
section-rule-2 bbox=[4, 576, 952, 577]
congress-body bbox=[6, 702, 750, 1094]
bdo-title: ଗୋଷ୍ଠୀ ଉନ୍ନୟନ ଅଧିକାରୀ (ବି.ଡି.ଓ)ଙ୍କ ଦ୍ୱାରା ସୁପାରିଶ ତାଲିକାର ନମୁନା bbox=[959, 1756, 1485, 1777]
museum-title: ODISHA STATE MARITIME MUSEUM bbox=[567, 1135, 745, 1171]
culture-form-title-2: ଆର୍ଥିକ ସାହାଯ୍ୟ ନିମନ୍ତେ ଦରଖାସ୍ତ ଫର୍ମ bbox=[1101, 1339, 1343, 1357]
bdo-th: ବ୍ୟାଙ୍କ ନାମ bbox=[1261, 1799, 1304, 1822]
bdo-th: ମନ୍ତବ୍ୟ bbox=[1447, 1799, 1485, 1822]
bdo-th: ଭାଗବତ ଟୁଙ୍ଗି / ଭାଗବତ ଗାଦି / କୋଠଘର ନାମ ଓ ଠିକଣା bbox=[987, 1799, 1114, 1821]
chit-body bbox=[960, 430, 1492, 1045]
mayurbhanj-body1: The list of candidates for engagement of SS from waiting list in respect of all Education District of Mayurbhanj District (except Betnoti Education District) is published in the OPEPA website www.opepa.in and District Website www.mayurbhanj.nic.in. bbox=[13, 1484, 350, 1562]
idco-address: IDCO Towers, Janpath, Bhubaneswar - 751 022 bbox=[101, 1852, 314, 1863]
mayurbhanj-email: E.mail: dpcmayurssa.nic.in / prgmayurssa.opepa.nic.in bbox=[41, 1449, 329, 1461]
mayurbhanj-order: By order of Collector-cum-CEO, Zilla Parishad, Mayurbhanj bbox=[13, 1634, 315, 1646]
table-row bbox=[960, 1902, 1485, 1918]
form-field: ୧. (କ) ଭାଗବତ ଟୁଙ୍ଗି / ଭାଗବତ ଗାଦି / କୋଠଘର / ଜାଗାଘରର ନାମ ଓ ଠିକଣା bbox=[959, 1362, 1308, 1376]
form-field: ୫. ଅନୁଷ୍ଠାନର ମୁଖ୍ୟ ବ୍ୟକ୍ତିଙ୍କ ନାମ ଓ ଠିକଣା bbox=[959, 1477, 1177, 1492]
scroll-thumb[interactable] bbox=[40, 2320, 100, 2330]
congress-body-cont-2: ବ୍ରହ୍ମପୁର ଅଫିସ,୨।୬–ଓଡ଼ିଶାକୁ ସ୍ୱତନ୍ତ୍ର ଶ୍ରେଣୀ ରାଜ୍ୟ ପାହ୍ୟା ଦାବିରେ ବିଜେଡି ନାଟକ ଚଳାଇଛି ବୋଲି କଂଗ୍ରେସ ଅଭିଯୋଗ କରିଛି। ଜିଲ୍ଲା କଂଗ୍ରେସ ସଭାପତି କହିଛନ୍ତି ଯେ ଗତ ୧୩ ବର୍ଷ ଧରି କ୍ଷମତାରେ ଥିବା ବିଜେଡି ସରକାର ରାଜ୍ୟର ବିକାଶ ପାଇଁ କିଛି କରିପାରିନାହିଁ। କେନ୍ଦ୍ର ସରକାର ରାଜ୍ୟକୁ ପର୍ଯ୍ୟାପ୍ତ ଅର୍ଥ ଯୋଗାଉଥିଲେ ମଧ୍ୟ ସେହି ଅର୍ଥର ସଦୁପଯୋଗ ହେଉନାହିଁ। ଆଗାମୀ ନିର୍ବାଚନକୁ ଦୃଷ୍ଟିରେ ରଖି ବିଜେଡି ଏଭଳି ଦାବି ଉଠାଉଛି ବୋଲି ସେ ମତ ଦେଇଛନ୍ତି। bbox=[458, 703, 750, 863]
condolence-kicker: ବରିଷ୍ଠ ଶିଳ୍ପୀଙ୍କ ବିୟୋଗରେ ଶୋକସଭା bbox=[764, 631, 942, 669]
congress-kicker: ସ୍ୱତନ୍ତ୍ର ରାଜ୍ୟ ପାହ୍ୟା ଦାବି bbox=[6, 585, 363, 623]
bdo-index: ୪ bbox=[1147, 1822, 1230, 1838]
form-field: (ଜ) ଫୋନ୍ ନଂ bbox=[977, 1609, 1040, 1624]
kicker-underline bbox=[395, 606, 745, 609]
form-field: (ଛ) ପିନ୍‌କୋଡ଼ ନଂ bbox=[977, 1593, 1054, 1607]
bdo-th: ବ୍ୟାଙ୍କ ଆକାଉଣ୍ଟ ନଂ bbox=[1305, 1799, 1372, 1822]
pollution-tail-cont: ଏତଦ୍ୱାରା ସମସ୍ତଙ୍କ ଅବଗତି ନିମନ୍ତେ ଜଣାଇ ଦିଆଯାଉଅଛି ଯେ, ମେସର୍ସ ଶ୍ରୀ ଜଗନ୍ନାଥ ସ୍ପଞ୍ଜ ପ୍ରାଇଭେଟ ଲିମିଟେଡ଼ ରାୟଗଡ଼ା ଜିଲ୍ଲାରେ ଏକ ସମନ୍ୱିତ ଷ୍ଟିଲ ପ୍ଲାଣ୍ଟର କ୍ଷମତା ବୃଦ୍ଧି ନିମନ୍ତେ ପ୍ରସ୍ତାବ ଦେଇଛନ୍ତି। ପରିବେଶ ଓ ଜଙ୍ଗଲ ମନ୍ତ୍ରଣାଳୟ, ଭାରତ ସରକାରଙ୍କ ବିଜ୍ଞପ୍ତି ଅନୁସାରେ ଏହି ପ୍ରକଳ୍ପ ପାଇଁ ଜନଶୁଣାଣି ଆୟୋଜନ କରାଯିବ। ପ୍ରକଳ୍ପର ପରିବେଶ ପ୍ରଭାବ ଆକଳନ ରିପୋର୍ଟ ଓ କାର୍ଯ୍ୟନିର୍ବାହୀ ସାରାଂଶ ନିମ୍ନଲିଖିତ ସ୍ଥାନରେ ଉପଲବ୍ଧ ଅଛି। ଆଗ୍ରହୀ ବ୍ୟକ୍ତି ବା ଅନୁଷ୍ଠାନ ନିଜର ମତାମତ, ପରାମର୍ଶ ଓ ଆପତ୍ତି ଲିଖିତ ଭାବେ ବିଜ୍ଞାପନ ପ୍ରକାଶର ୩୦ ଦିନ ମଧ୍ୟରେ ଦାଖଲ କରିପାରିବେ। bbox=[393, 2146, 939, 2245]
culture-band: ବିଜ୍ଞାପନ bbox=[959, 1055, 1485, 1081]
people-photo-icon bbox=[1145, 45, 1490, 329]
pollution-list-3: ୩. ଜିଲ୍ଲା ପରିଷଦ ମୁଖ୍ୟ ନିର୍ବାହୀ ଅଧିକାରୀ, ରାୟଗଡ଼ା bbox=[393, 2021, 636, 2035]
bdo-th: କ୍ର. ନଂ. bbox=[960, 1799, 987, 1822]
form-field: (କ) ନାମ bbox=[977, 1494, 1016, 1508]
scroll-thumb[interactable] bbox=[1420, 2320, 1480, 2330]
scroll-thumb[interactable] bbox=[520, 2320, 580, 2330]
agri-ad-line1: ଧାଡ଼ିରେ ଧାନ ବୁଣନ୍ତୁ bbox=[30, 1158, 160, 1177]
scroll-thumb[interactable] bbox=[1000, 2320, 1060, 2330]
idco-title: ODISHA INDUSTRIAL INFRASTRUCTURE DEVELOPMENT CORPORATION bbox=[101, 1814, 328, 1840]
applicant-addr: ଠିକଣା– bbox=[1451, 1717, 1485, 1731]
applicant-sign: ଦରଖାସ୍ତକାରୀଙ୍କ ସ୍ୱାକ୍ଷର bbox=[1360, 1701, 1485, 1715]
bdo-th: ପଞ୍ଚାୟତ bbox=[1115, 1799, 1147, 1822]
pollution-title: ରାଜ୍ୟ ପ୍ରଦୂଷଣ ନିୟନ୍ତ୍ରଣ ବୋର୍ଡ, ଓଡ଼ିଶା bbox=[492, 1337, 910, 1367]
form-field: (ଗ) ପୋଷ୍ଟ bbox=[977, 1527, 1032, 1541]
ssa-boudh-no: No.1249 bbox=[200, 1133, 244, 1145]
agri-ad-line4: ବୁଦାକୁ ବୁଦା ୬ ଅଙ୍ଗୁଳି bbox=[25, 1230, 165, 1249]
education-logo-icon bbox=[114, 1335, 150, 1369]
bdo-sub: ଜିଲ୍ଲାର ନାମ............. ବ୍ଲକର ନାମ............. bbox=[1115, 1779, 1329, 1793]
idco-subtitle: (A Government Of Odisha Undertaking) bbox=[101, 1841, 259, 1851]
culture-form-title-1: ଭାଗବତ ଟୁଙ୍ଗି / ଭାଗବତ ଗାଦି / କୋଠଘର / ଜାଗାଘର ଇତ୍ୟାଦିର ପୁନରୁଦ୍ଧାର ପାଇଁ bbox=[1009, 1324, 1435, 1339]
pollution-emblem-text: ODISHA bbox=[408, 1385, 448, 1396]
row-number: ୩ bbox=[960, 1870, 987, 1886]
row-number: ୫ bbox=[960, 1902, 987, 1918]
culture-tail: ଉପରୋକ୍ତ ତାଲିକାରେ ଥିବା ଅନୁଷ୍ଠାନଗୁଡ଼ିକର ଆର୍ଥିକ ଅନୁଦାନ ପାଇଁ ସୁପାରିଶ କରାଯାଉଛି। ସଂପୃକ୍ତ ତଥ୍ୟ ଯାଞ୍ଚ କରି ଦାଖଲ କରାଯାଇଛି। bbox=[959, 1923, 1485, 1953]
section-rule bbox=[958, 368, 1493, 369]
form-field: (ଝ) ବ୍ୟାଙ୍କ ଆକାଉଣ୍ଟ ନଂ bbox=[977, 1626, 1103, 1640]
idco-ref: No.: BBSR/ELECT/E-2037(P-IV)/12-13/1813 Dt: 31.05.2013 bbox=[11, 1871, 295, 1883]
soil-footer: କୃଷି ନିର୍ଦ୍ଦେଶାଳୟ, ଓଡ଼ିଶା bbox=[753, 1297, 949, 1321]
form-field: ୨. କେଉଁ ବର୍ଷ ପ୍ରତିଷ୍ଠିତ ହୋଇଥିଲା (ପ୍ରମାଣ ପତ୍ର ଦେବେ) bbox=[959, 1428, 1227, 1442]
culture-declaration: ମୁଁ ଏତଦ୍ୱାରା ଘୋଷଣା କରୁଛି ଯେ ଉପରୋକ୍ତ ତଥ୍ୟ ସତ୍ୟ ଅଟେ। bbox=[959, 1678, 1244, 1691]
agri-ad-line3: ଧାଡ଼ିକୁ ଧାଡ଼ି ୮ ଅଙ୍ଗୁଳି bbox=[25, 1206, 165, 1225]
form-field: ୪. ଅନୁଦାନ ଆବଶ୍ୟକତାର ବିବରଣୀ bbox=[959, 1461, 1116, 1475]
culture-body-cont: ଭାଗବତ ଟୁଙ୍ଗି / ଭାଗବତ ଗାଦି / କୋଠଘର / ଜାଗାଘର ଇତ୍ୟାଦିର ପୁନରୁଦ୍ଧାର ପାଇଁ ସଂସ୍କୃତି ବିଭାଗ ତରଫରୁ ଦରଖାସ୍ତ ଆହ୍ୱାନ କରାଯାଉଛି। ଏଥିନିମନ୍ତେ ସଂପୃକ୍ତ ଗ୍ରାମ / ସାହିରେ ପ୍ରାଚୀନ ଭାଗବତ ଟୁଙ୍ଗି ଥିବା ଏବଂ ଯାହାର ରକ୍ଷଣାବେକ୍ଷଣ ପାଇଁ ଆର୍ଥିକ ଅନୁଦାନ ଆବଶ୍ୟକ, ସେମାନଙ୍କ ପାଖରୁ ନିର୍ଦ୍ଦିଷ୍ଟ ଫର୍ମରେ ଦରଖାସ୍ତ ଲୋଡ଼ାଯାଉଛି। ଦରଖାସ୍ତ ଗୋଷ୍ଠୀ ଉନ୍ନୟନ ଅଧିକାରୀଙ୍କ ସୁପାରିଶ ସହ ଦାଖଲ କରିବାକୁ ହେବ। ଅଧିକ ତଥ୍ୟ ପାଇଁ ୱେବସାଇଟ୍ www.orissaculture.gov.in ଦେଖନ୍ତୁ। ଅସମ୍ପୂର୍ଣ୍ଣ ଦରଖାସ୍ତ ଗ୍ରହଣ କରାଯିବ ନାହିଁ। bbox=[959, 1201, 1485, 1283]
mayurbhanj-phone: PH-06792-260865/260912, FAX-06792-260007 bbox=[64, 1434, 306, 1447]
pollution-band: ବିଜ୍ଞାପନ bbox=[393, 1434, 939, 1460]
congress-body-cont: ବ୍ରହ୍ମପୁର ଅଫିସ,୨।୬–ଓଡ଼ିଶାକୁ ସ୍ୱତନ୍ତ୍ର ଶ୍ରେଣୀ ରାଜ୍ୟ ପାହ୍ୟା ଦାବିରେ ବିଜେଡି ନାଟକ ଚଳାଇଛି ବୋଲି କଂଗ୍ରେସ ଅଭିଯୋଗ କରିଛି। ଜିଲ୍ଲା କଂଗ୍ରେସ ସଭାପତି କହିଛନ୍ତି ଯେ ଗତ ୧୩ ବର୍ଷ ଧରି କ୍ଷମତାରେ ଥିବା ବିଜେଡି ସରକାର ରାଜ୍ୟର ବିକାଶ ପାଇଁ କିଛି କରିପାରିନାହିଁ। କେନ୍ଦ୍ର ସରକାର ରାଜ୍ୟକୁ ପର୍ଯ୍ୟାପ୍ତ ଅର୍ଥ ଯୋଗାଉଥିଲେ ମଧ୍ୟ ସେହି ଅର୍ଥର ସଦୁପଯୋଗ ହେଉନାହିଁ। ଆଗାମୀ ନିର୍ବାଚନକୁ ଦୃଷ୍ଟିରେ ରଖି ବିଜେଡି ଏଭଳି ଦାବି ଉଠାଉଛି ବୋଲି ସେ ମତ ଦେଇଛନ୍ତି। bbox=[156, 703, 600, 863]
bdo-index: ୮ bbox=[1372, 1822, 1447, 1838]
form-field: (ଟ) ଆଇ.ଏଫ୍.ଏସ୍.ସି. କୋଡ୍ bbox=[977, 1659, 1105, 1673]
bdo-table bbox=[959, 1798, 1485, 1918]
idco-tagline: Your power to grow bbox=[17, 1841, 95, 1850]
mayurbhanj-ad bbox=[4, 1330, 366, 1800]
lead-headline-1: ବଂଶଧାରା ଜଳ ବିବାଦ ନେଇ ମିଳିତ ସର୍ଭେ bbox=[6, 31, 716, 85]
running-head bbox=[0, 0, 1497, 22]
